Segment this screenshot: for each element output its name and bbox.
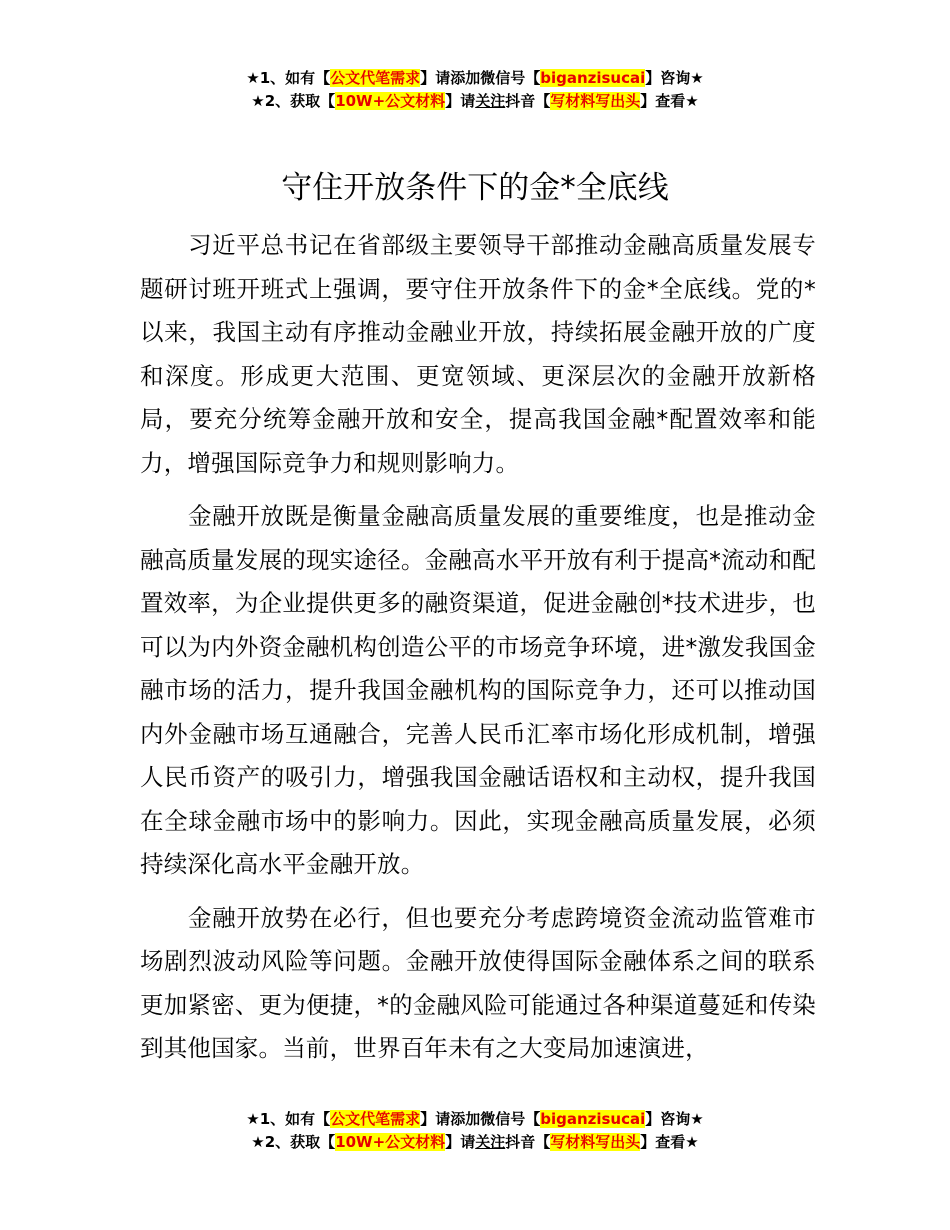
footer-highlight-materials: 10W+公文材料 xyxy=(335,1133,446,1151)
header-banner xyxy=(0,67,950,113)
header-line-2-suffix: 】查看★ xyxy=(640,92,699,110)
header-line-2-middle-1: 】请 xyxy=(445,92,476,110)
header-line-2 xyxy=(0,90,950,113)
footer-line-1-middle: 】请添加微信号【 xyxy=(420,1110,541,1128)
header-line-2-prefix: ★2、获取【 xyxy=(251,92,336,110)
paragraph: 金融开放势在必行，但也要充分考虑跨境资金流动监管难市场剧烈波动风险等问题。金融开放使得国际金融体系之间的联系更加紧密、更为便捷，*的金融风险可能通过各种渠道蔓延和传染到其他国家。当前，世界百年未有之大变局加速演进， xyxy=(140,903,816,1062)
footer-line-2-middle-1: 】请 xyxy=(445,1133,476,1151)
footer-line-2-prefix: ★2、获取【 xyxy=(251,1133,336,1151)
header-line-1-middle: 】请添加微信号【 xyxy=(420,69,541,87)
paragraph: 金融开放既是衡量金融高质量发展的重要维度，也是推动金融高质量发展的现实途径。金融高水平开放有利于提高*流动和配置效率，为企业提供更多的融资渠道，促进金融创*技术进步，也可以为内外资金融机构创造公平的市场竞争环境，进*激发我国金融市场的活力，提升我国金融机构的国际竞争力，还可以推动国内外金融市场互通融合，完善人民币汇率市场化形成机制，增强人民币资产的吸引力，增强我国金融话语权和主动权，提升我国在全球金融市场中的影响力。因此，实现金融高质量发展，必须持续深化高水平金融开放。 xyxy=(140,502,816,878)
header-highlight-wechat-id: biganzisucai xyxy=(540,69,646,87)
footer-underlined-follow: 关注 xyxy=(475,1133,506,1151)
footer-line-1 xyxy=(0,1108,950,1131)
footer-line-2-suffix: 】查看★ xyxy=(640,1133,699,1151)
header-line-1-prefix: ★1、如有【 xyxy=(246,69,331,87)
header-highlight-douyin: 写材料写出头 xyxy=(550,92,641,110)
header-highlight-ghostwriting: 公文代笔需求 xyxy=(330,69,421,87)
document-body xyxy=(140,224,816,1081)
footer-highlight-ghostwriting: 公文代笔需求 xyxy=(330,1110,421,1128)
paragraph: 习近平总书记在省部级主要领导干部推动金融高质量发展专题研讨班开班式上强调，要守住开放条件下的金*全底线。党的*以来，我国主动有序推动金融业开放，持续拓展金融开放的广度和深度。形成更大范围、更宽领域、更深层次的金融开放新格局，要充分统筹金融开放和安全，提高我国金融*配置效率和能力，增强国际竞争力和规则影响力。 xyxy=(140,231,816,477)
footer-highlight-douyin: 写材料写出头 xyxy=(550,1133,641,1151)
footer-line-2 xyxy=(0,1131,950,1154)
header-highlight-materials: 10W+公文材料 xyxy=(335,92,446,110)
footer-highlight-wechat-id: biganzisucai xyxy=(540,1110,646,1128)
header-line-1 xyxy=(0,67,950,90)
footer-line-2-middle-2: 抖音【 xyxy=(505,1133,551,1151)
header-line-1-suffix: 】咨询★ xyxy=(645,69,704,87)
header-underlined-follow: 关注 xyxy=(475,92,506,110)
header-line-2-middle-2: 抖音【 xyxy=(505,92,551,110)
footer-line-1-prefix: ★1、如有【 xyxy=(246,1110,331,1128)
footer-line-1-suffix: 】咨询★ xyxy=(645,1110,704,1128)
document-title: 守住开放条件下的金*全底线 xyxy=(281,170,669,206)
footer-banner xyxy=(0,1108,950,1154)
